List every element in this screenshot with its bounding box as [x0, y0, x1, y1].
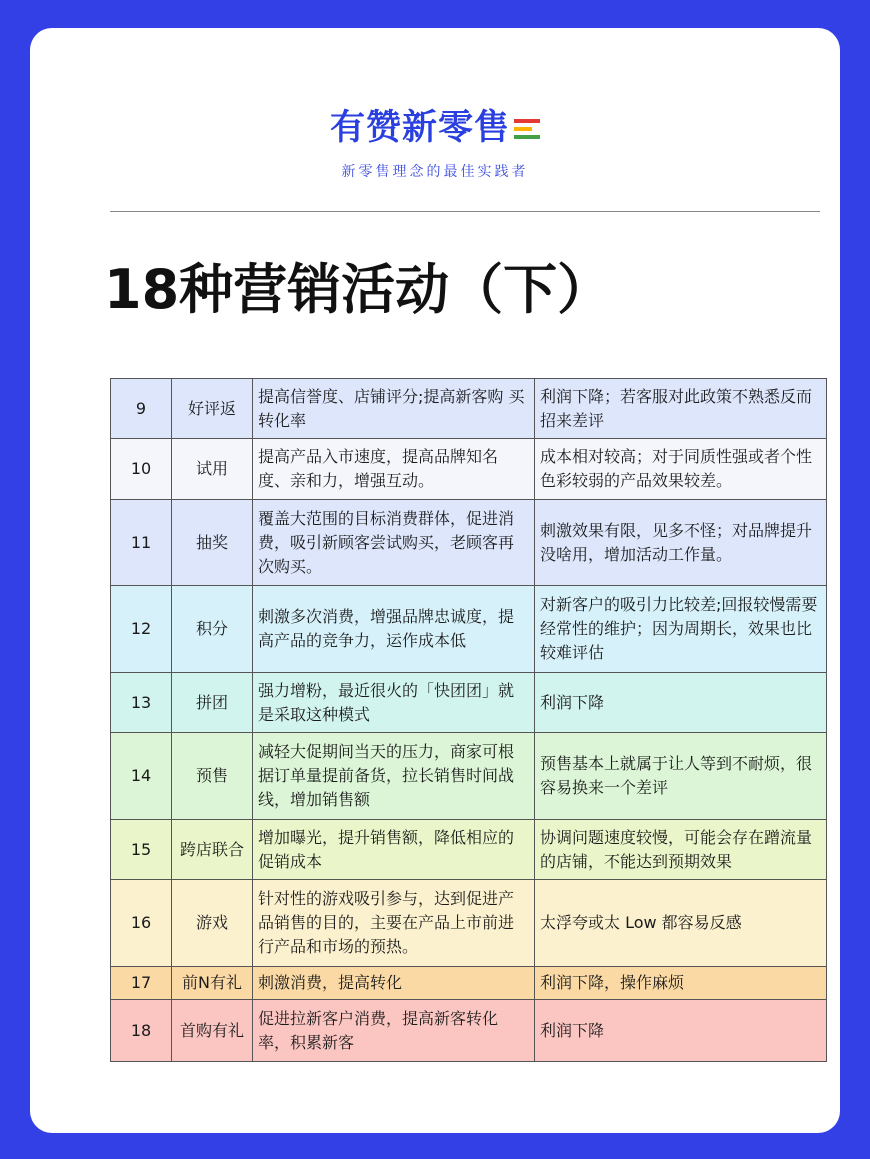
activity-name: 积分 — [172, 586, 253, 673]
activity-advantage: 强力增粉，最近很火的「快团团」就是采取这种模式 — [253, 673, 535, 733]
row-number: 16 — [111, 880, 172, 967]
row-number: 9 — [111, 379, 172, 439]
activity-name: 抽奖 — [172, 500, 253, 586]
activity-advantage: 减轻大促期间当天的压力，商家可根据订单量提前备货，拉长销售时间战线，增加销售额 — [253, 733, 535, 820]
logo-bars-icon — [514, 119, 540, 141]
table-row — [111, 673, 827, 733]
activity-name: 游戏 — [172, 880, 253, 967]
table-row — [111, 880, 827, 967]
activity-advantage: 提高产品入市速度，提高品牌知名度、亲和力，增强互动。 — [253, 439, 535, 500]
row-number: 13 — [111, 673, 172, 733]
content-card — [30, 28, 840, 1133]
table-row — [111, 733, 827, 820]
activity-name: 前N有礼 — [172, 967, 253, 1000]
activity-disadvantage: 对新客户的吸引力比较差;回报较慢需要经常性的维护；因为周期长，效果也比较难评估 — [535, 586, 827, 673]
activity-advantage: 刺激多次消费，增强品牌忠诚度，提高产品的竞争力，运作成本低 — [253, 586, 535, 673]
activity-disadvantage: 协调问题速度较慢，可能会存在蹭流量的店铺，不能达到预期效果 — [535, 820, 827, 880]
page-title: 18种营销活动（下） — [104, 258, 612, 321]
row-number: 11 — [111, 500, 172, 586]
activity-advantage: 增加曝光，提升销售额，降低相应的促销成本 — [253, 820, 535, 880]
table-row — [111, 379, 827, 439]
activity-disadvantage: 利润下降 — [535, 673, 827, 733]
activity-name: 好评返 — [172, 379, 253, 439]
brand-slogan: 新零售理念的最佳实践者 — [341, 164, 529, 180]
brand-logo — [30, 106, 840, 150]
activity-advantage: 针对性的游戏吸引参与，达到促进产品销售的目的，主要在产品上市前进行产品和市场的预热。 — [253, 880, 535, 967]
activity-name: 试用 — [172, 439, 253, 500]
activity-name: 拼团 — [172, 673, 253, 733]
divider — [110, 211, 820, 212]
activity-disadvantage: 成本相对较高；对于同质性强或者个性色彩较弱的产品效果较差。 — [535, 439, 827, 500]
activity-disadvantage: 利润下降；若客服对此政策不熟悉反而招来差评 — [535, 379, 827, 439]
activity-name: 跨店联合 — [172, 820, 253, 880]
activity-advantage: 刺激消费，提高转化 — [253, 967, 535, 1000]
table-row — [111, 967, 827, 1000]
table-row — [111, 439, 827, 500]
activity-disadvantage: 利润下降，操作麻烦 — [535, 967, 827, 1000]
table-row — [111, 820, 827, 880]
marketing-activities-table — [110, 378, 827, 1062]
activity-disadvantage: 预售基本上就属于让人等到不耐烦，很容易换来一个差评 — [535, 733, 827, 820]
activity-name: 首购有礼 — [172, 1000, 253, 1062]
row-number: 17 — [111, 967, 172, 1000]
row-number: 15 — [111, 820, 172, 880]
activity-disadvantage: 利润下降 — [535, 1000, 827, 1062]
row-number: 10 — [111, 439, 172, 500]
activity-name: 预售 — [172, 733, 253, 820]
row-number: 12 — [111, 586, 172, 673]
activity-disadvantage: 太浮夸或太 Low 都容易反感 — [535, 880, 827, 967]
activity-advantage: 提高信誉度、店铺评分;提高新客购 买转化率 — [253, 379, 535, 439]
brand-name: 有赞新零售 — [330, 106, 540, 150]
table-row — [111, 500, 827, 586]
activity-disadvantage: 刺激效果有限，见多不怪；对品牌提升没啥用，增加活动工作量。 — [535, 500, 827, 586]
activity-advantage: 覆盖大范围的目标消费群体，促进消 费，吸引新顾客尝试购买，老顾客再次购买。 — [253, 500, 535, 586]
row-number: 14 — [111, 733, 172, 820]
table-row — [111, 1000, 827, 1062]
table-row — [111, 586, 827, 673]
activity-advantage: 促进拉新客户消费，提高新客转化率，积累新客 — [253, 1000, 535, 1062]
row-number: 18 — [111, 1000, 172, 1062]
